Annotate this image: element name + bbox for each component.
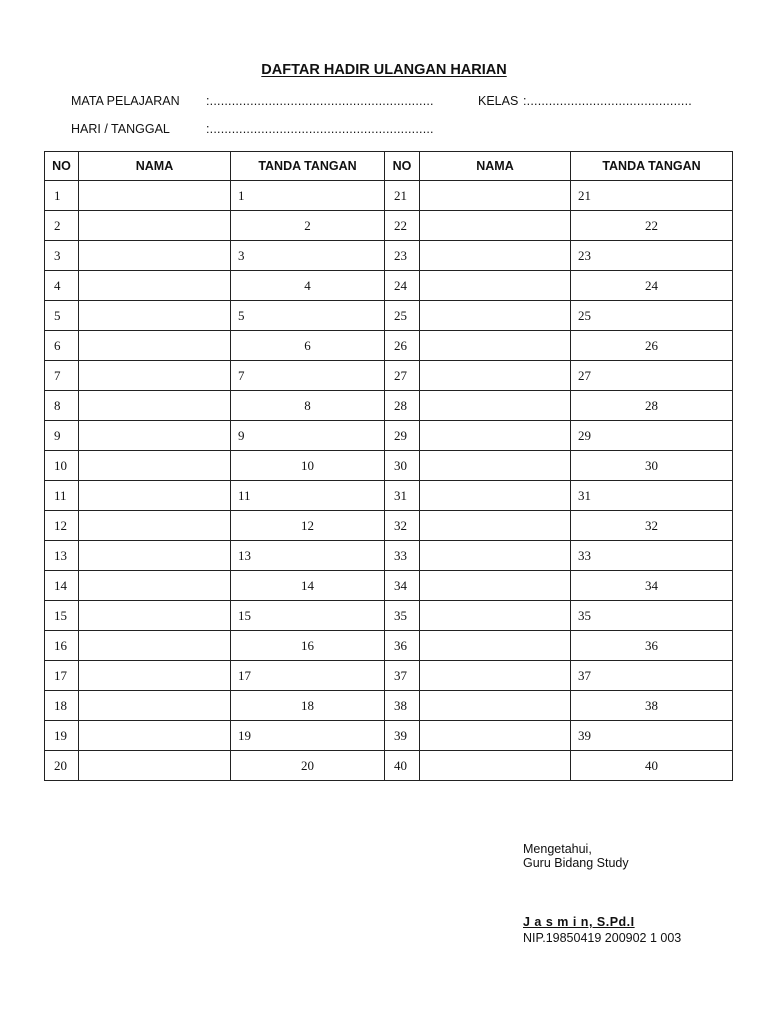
signature-cell-left[interactable]: 19 — [231, 721, 385, 751]
table-row — [45, 601, 733, 631]
signature-cell-left[interactable]: 3 — [231, 241, 385, 271]
row-number-left: 16 — [45, 631, 79, 661]
signature-cell-left[interactable]: 17 — [231, 661, 385, 691]
signatory-nip: NIP.19850419 200902 1 003 — [523, 931, 682, 945]
signature-cell-right[interactable]: 38 — [571, 691, 733, 721]
nama-cell-left[interactable] — [79, 301, 231, 331]
signature-cell-right[interactable]: 34 — [571, 571, 733, 601]
table-row — [45, 541, 733, 571]
signature-cell-right[interactable]: 40 — [571, 751, 733, 781]
kelas-label: KELAS — [478, 94, 519, 108]
nama-cell-right[interactable] — [420, 631, 571, 661]
row-number-right: 34 — [385, 571, 420, 601]
row-number-left: 4 — [45, 271, 79, 301]
nama-cell-right[interactable] — [420, 721, 571, 751]
table-row — [45, 331, 733, 361]
table-header-row — [45, 152, 733, 181]
row-number-left: 19 — [45, 721, 79, 751]
signature-cell-right[interactable]: 21 — [571, 181, 733, 211]
nama-cell-left[interactable] — [79, 511, 231, 541]
nama-cell-right[interactable] — [420, 511, 571, 541]
mata-pelajaran-field[interactable]: :............................................................. — [206, 94, 434, 108]
guru-bidang-text: Guru Bidang Study — [523, 856, 629, 870]
nama-cell-left[interactable] — [79, 211, 231, 241]
signature-cell-right[interactable]: 28 — [571, 391, 733, 421]
nama-cell-left[interactable] — [79, 241, 231, 271]
signature-cell-right[interactable]: 31 — [571, 481, 733, 511]
signature-cell-right[interactable]: 36 — [571, 631, 733, 661]
row-number-right: 23 — [385, 241, 420, 271]
nama-cell-left[interactable] — [79, 391, 231, 421]
signature-cell-left[interactable]: 4 — [231, 271, 385, 301]
row-number-left: 3 — [45, 241, 79, 271]
header-nama-left: NAMA — [79, 152, 231, 181]
table-row — [45, 481, 733, 511]
nama-cell-right[interactable] — [420, 241, 571, 271]
mata-pelajaran-label: MATA PELAJARAN — [71, 94, 180, 108]
signature-cell-left[interactable]: 18 — [231, 691, 385, 721]
row-number-right: 40 — [385, 751, 420, 781]
row-number-right: 25 — [385, 301, 420, 331]
table-row — [45, 511, 733, 541]
nama-cell-left[interactable] — [79, 721, 231, 751]
table-row — [45, 631, 733, 661]
row-number-right: 37 — [385, 661, 420, 691]
nama-cell-right[interactable] — [420, 331, 571, 361]
kelas-field[interactable]: :............................................. — [523, 94, 692, 108]
row-number-right: 24 — [385, 271, 420, 301]
signature-cell-left[interactable]: 16 — [231, 631, 385, 661]
table-row — [45, 451, 733, 481]
table-row — [45, 751, 733, 781]
hari-tanggal-field[interactable]: :............................................................. — [206, 122, 434, 136]
signature-cell-right[interactable]: 23 — [571, 241, 733, 271]
nama-cell-left[interactable] — [79, 421, 231, 451]
signature-cell-right[interactable]: 39 — [571, 721, 733, 751]
document-title: DAFTAR HADIR ULANGAN HARIAN — [261, 62, 507, 78]
signature-cell-right[interactable]: 33 — [571, 541, 733, 571]
signature-cell-left[interactable]: 10 — [231, 451, 385, 481]
attendance-table — [44, 151, 733, 781]
nama-cell-left[interactable] — [79, 631, 231, 661]
header-nama-right: NAMA — [420, 152, 571, 181]
nama-cell-right[interactable] — [420, 421, 571, 451]
table-row — [45, 181, 733, 211]
signature-cell-left[interactable]: 13 — [231, 541, 385, 571]
row-number-right: 26 — [385, 331, 420, 361]
signature-cell-right[interactable]: 24 — [571, 271, 733, 301]
row-number-right: 32 — [385, 511, 420, 541]
signature-cell-left[interactable]: 15 — [231, 601, 385, 631]
nama-cell-left[interactable] — [79, 331, 231, 361]
row-number-left: 10 — [45, 451, 79, 481]
nama-cell-right[interactable] — [420, 361, 571, 391]
nama-cell-right[interactable] — [420, 661, 571, 691]
nama-cell-left[interactable] — [79, 601, 231, 631]
header-no-left: NO — [45, 152, 79, 181]
table-row — [45, 721, 733, 751]
nama-cell-right[interactable] — [420, 571, 571, 601]
row-number-right: 28 — [385, 391, 420, 421]
nama-cell-right[interactable] — [420, 301, 571, 331]
table-row — [45, 691, 733, 721]
table-row — [45, 241, 733, 271]
row-number-right: 39 — [385, 721, 420, 751]
signature-cell-left[interactable]: 7 — [231, 361, 385, 391]
nama-cell-left[interactable] — [79, 751, 231, 781]
signature-cell-right[interactable]: 30 — [571, 451, 733, 481]
nama-cell-right[interactable] — [420, 391, 571, 421]
row-number-right: 31 — [385, 481, 420, 511]
row-number-right: 29 — [385, 421, 420, 451]
signatory-name: J a s m i n, S.Pd.I — [523, 915, 635, 929]
header-tanda-tangan-left: TANDA TANGAN — [231, 152, 385, 181]
table-row — [45, 301, 733, 331]
signature-cell-left[interactable]: 12 — [231, 511, 385, 541]
table-row — [45, 661, 733, 691]
nama-cell-left[interactable] — [79, 481, 231, 511]
nama-cell-left[interactable] — [79, 271, 231, 301]
row-number-left: 2 — [45, 211, 79, 241]
row-number-right: 21 — [385, 181, 420, 211]
signature-cell-right[interactable]: 26 — [571, 331, 733, 361]
signature-cell-left[interactable]: 14 — [231, 571, 385, 601]
table-row — [45, 271, 733, 301]
row-number-left: 20 — [45, 751, 79, 781]
nama-cell-right[interactable] — [420, 211, 571, 241]
table-row — [45, 571, 733, 601]
signature-cell-right[interactable]: 32 — [571, 511, 733, 541]
row-number-left: 14 — [45, 571, 79, 601]
signature-cell-left[interactable]: 6 — [231, 331, 385, 361]
row-number-left: 7 — [45, 361, 79, 391]
nama-cell-left[interactable] — [79, 451, 231, 481]
row-number-left: 18 — [45, 691, 79, 721]
row-number-right: 36 — [385, 631, 420, 661]
signature-cell-right[interactable]: 22 — [571, 211, 733, 241]
row-number-left: 8 — [45, 391, 79, 421]
nama-cell-left[interactable] — [79, 691, 231, 721]
signature-cell-right[interactable]: 29 — [571, 421, 733, 451]
row-number-left: 9 — [45, 421, 79, 451]
signature-cell-left[interactable]: 11 — [231, 481, 385, 511]
nama-cell-right[interactable] — [420, 691, 571, 721]
row-number-right: 27 — [385, 361, 420, 391]
row-number-right: 33 — [385, 541, 420, 571]
row-number-left: 15 — [45, 601, 79, 631]
hari-tanggal-label: HARI / TANGGAL — [71, 122, 170, 136]
mengetahui-text: Mengetahui, — [523, 842, 592, 856]
table-row — [45, 391, 733, 421]
signature-cell-right[interactable]: 37 — [571, 661, 733, 691]
signature-cell-right[interactable]: 27 — [571, 361, 733, 391]
nama-cell-right[interactable] — [420, 601, 571, 631]
table-row — [45, 421, 733, 451]
row-number-left: 1 — [45, 181, 79, 211]
row-number-left: 11 — [45, 481, 79, 511]
row-number-right: 35 — [385, 601, 420, 631]
signature-cell-right[interactable]: 35 — [571, 601, 733, 631]
row-number-left: 17 — [45, 661, 79, 691]
signature-cell-left[interactable]: 1 — [231, 181, 385, 211]
signature-cell-left[interactable]: 20 — [231, 751, 385, 781]
nama-cell-right[interactable] — [420, 451, 571, 481]
row-number-right: 30 — [385, 451, 420, 481]
nama-cell-right[interactable] — [420, 271, 571, 301]
header-no-right: NO — [385, 152, 420, 181]
nama-cell-right[interactable] — [420, 481, 571, 511]
nama-cell-left[interactable] — [79, 181, 231, 211]
nama-cell-right[interactable] — [420, 181, 571, 211]
nama-cell-left[interactable] — [79, 661, 231, 691]
row-number-left: 6 — [45, 331, 79, 361]
signature-cell-left[interactable]: 8 — [231, 391, 385, 421]
table-row — [45, 211, 733, 241]
header-tanda-tangan-right: TANDA TANGAN — [571, 152, 733, 181]
nama-cell-right[interactable] — [420, 541, 571, 571]
row-number-left: 13 — [45, 541, 79, 571]
nama-cell-left[interactable] — [79, 541, 231, 571]
nama-cell-right[interactable] — [420, 751, 571, 781]
row-number-right: 22 — [385, 211, 420, 241]
nama-cell-left[interactable] — [79, 361, 231, 391]
signature-cell-left[interactable]: 2 — [231, 211, 385, 241]
signature-cell-right[interactable]: 25 — [571, 301, 733, 331]
table-row — [45, 361, 733, 391]
row-number-right: 38 — [385, 691, 420, 721]
row-number-left: 12 — [45, 511, 79, 541]
row-number-left: 5 — [45, 301, 79, 331]
signature-cell-left[interactable]: 5 — [231, 301, 385, 331]
nama-cell-left[interactable] — [79, 571, 231, 601]
signature-cell-left[interactable]: 9 — [231, 421, 385, 451]
